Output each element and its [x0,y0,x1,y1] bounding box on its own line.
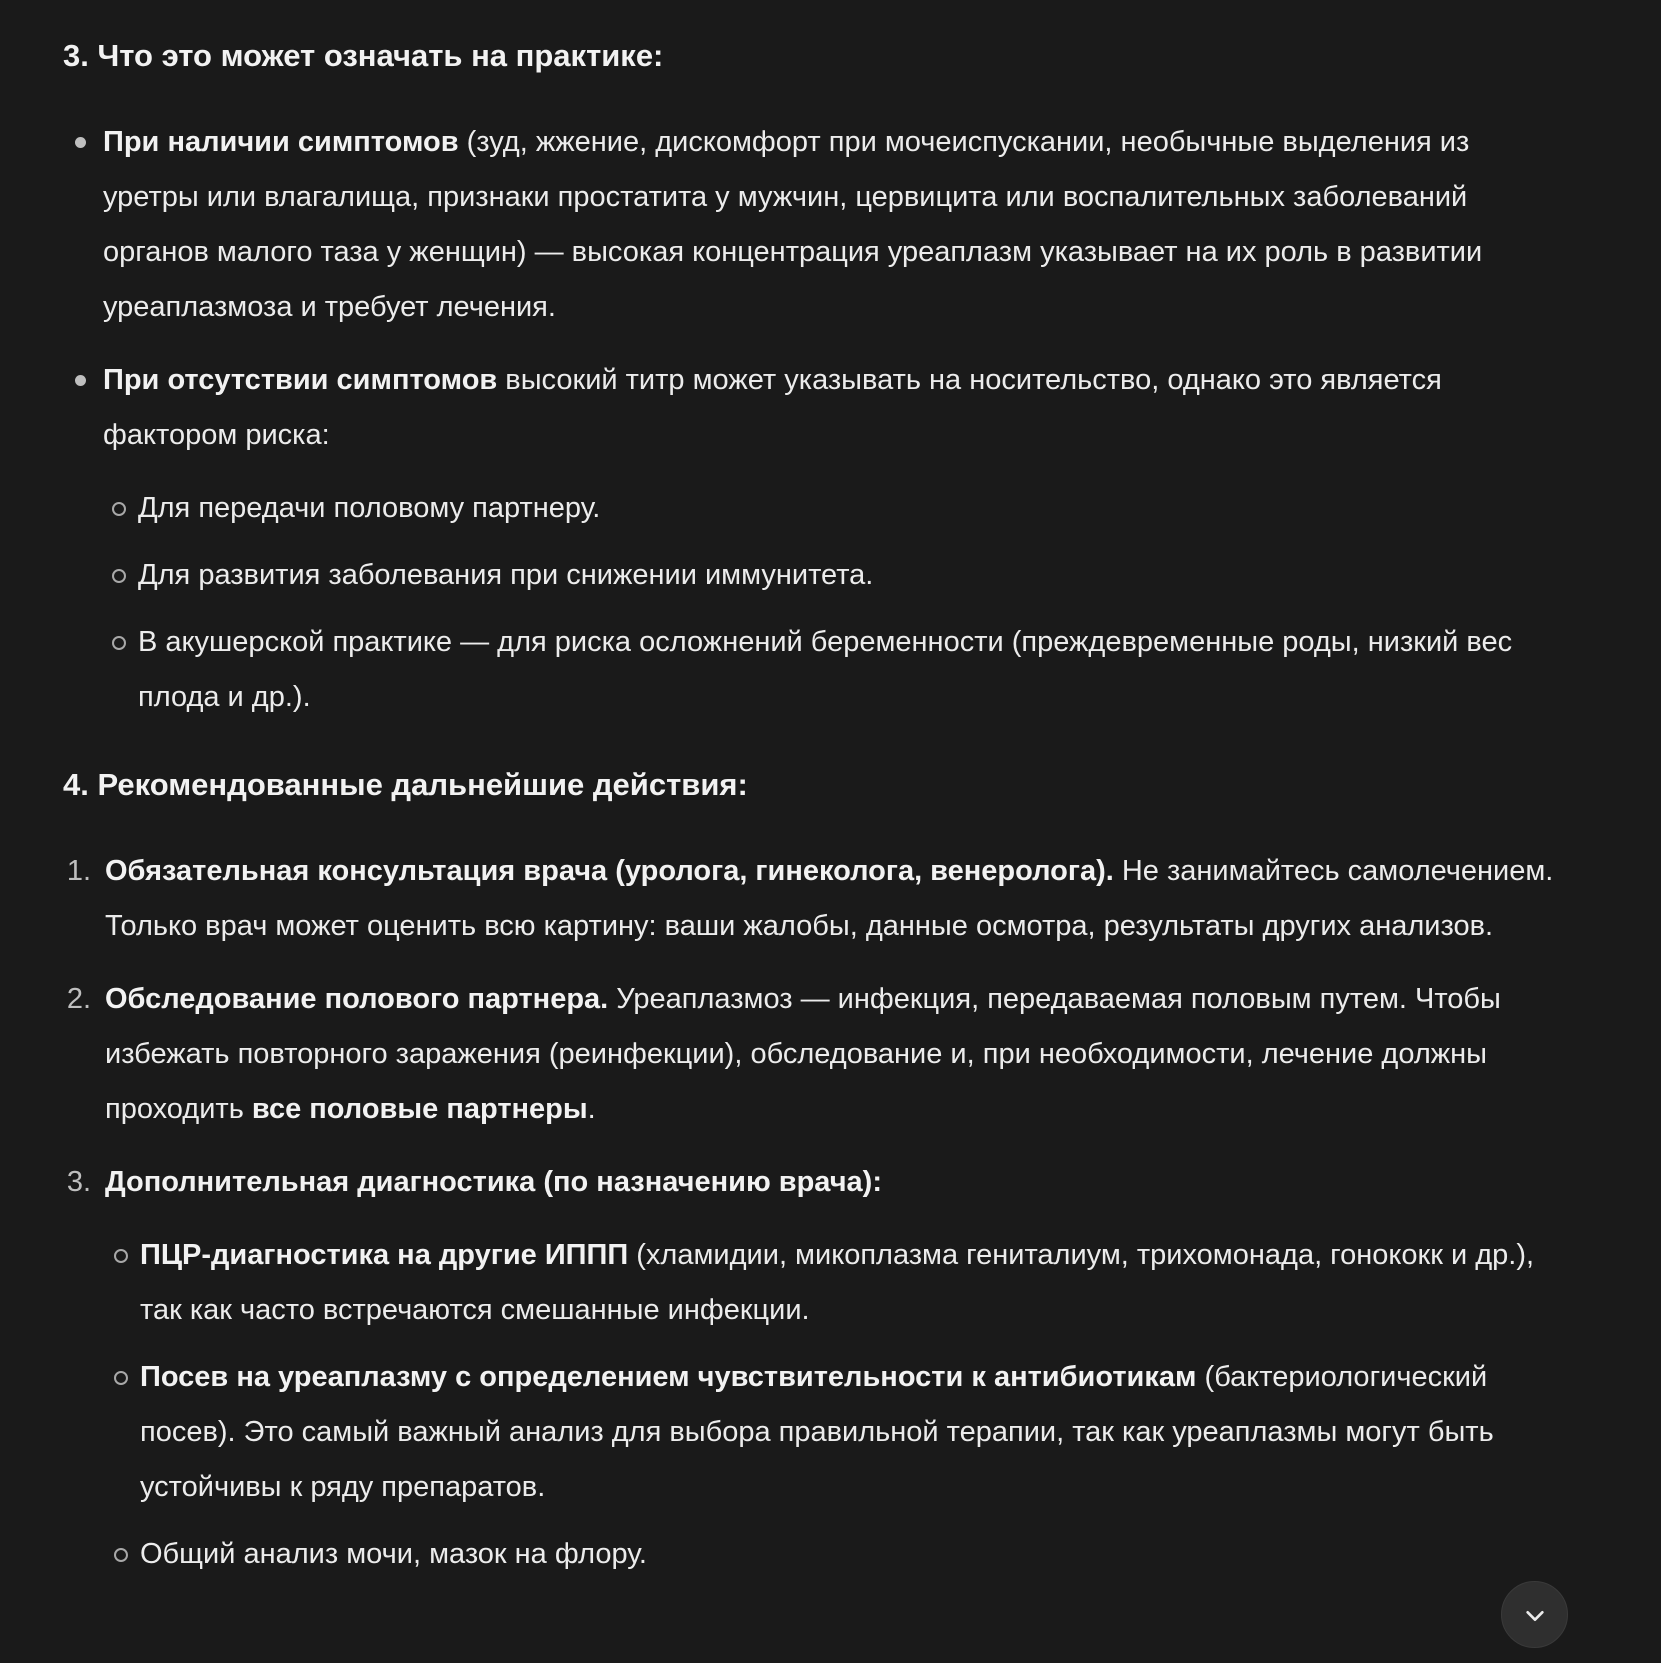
list-item-text [138,559,873,591]
action-list-slot [63,844,1573,1582]
sub-bullet-item [103,548,1573,603]
circle-bullet-marker [114,1371,128,1385]
chevron-down-icon [1519,1599,1551,1631]
bullet-item [63,353,1573,725]
text-segment: Обязательная консультация врача (уролога, гинеколога, венеролога). [105,855,1114,887]
text-segment: В акушерской практике — для риска осложнений беременности (преждевременные роды, низкий вес плода и др.). [138,626,1513,713]
text-segment: Не занимайтесь самолечением. Только врач может оценить всю картину: ваши жалобы, данные осмотра, результаты других анализов. [105,855,1554,942]
text-segment: ПЦР-диагностика на другие ИППП [140,1239,629,1271]
bullet-list [63,115,1573,725]
list-item-text [138,492,600,524]
sub-bullet-list [103,481,1573,725]
text-segment: Посев на уреаплазму с определением чувствительности к антибиотикам [140,1361,1197,1393]
text-segment: Уреаплазмоз — инфекция, передаваемая половым путем. Чтобы избежать повторного заражения (реинфекции), обследование и, при необходимости, лечение должны проходить [105,983,1501,1125]
numbered-item [63,844,1573,954]
text-segment: Для передачи половому партнеру. [138,492,601,524]
list-item-text [105,983,1501,1125]
text-segment: Дополнительная диагностика (по назначению врача): [105,1166,882,1198]
assistant-message-content [63,28,1573,1582]
bullet-item [63,115,1573,335]
section-3-heading: 3. Что это может означать на практике: [63,38,664,73]
disc-bullet-marker [75,137,86,148]
circle-bullet-marker [112,502,126,516]
numbered-list [63,844,1573,1582]
numbered-item [63,972,1573,1137]
sub-bullet-item [105,1527,1573,1582]
sub-bullet-item [105,1228,1573,1338]
text-segment: При отсутствии симптомов [103,364,498,396]
sub-bullet-list [105,1228,1573,1582]
scroll-to-bottom-button[interactable] [1501,1581,1568,1648]
section-4-heading: 4. Рекомендованные дальнейшие действия: [63,767,748,802]
symptom-list-slot [63,115,1573,725]
list-item-text [140,1361,1494,1503]
text-segment: все половые партнеры [251,1093,588,1125]
list-item-text [105,855,1553,942]
circle-bullet-marker [114,1548,128,1562]
text-segment: При наличии симптомов [103,126,459,158]
circle-bullet-marker [112,569,126,583]
list-item-text [105,1166,882,1198]
numbered-item [63,1155,1573,1582]
disc-bullet-marker [75,375,86,386]
text-segment: Для развития заболевания при снижении иммунитета. [138,559,874,591]
text-segment: Общий анализ мочи, мазок на флору. [140,1538,647,1570]
circle-bullet-marker [112,636,126,650]
sub-bullet-item [103,481,1573,536]
sub-bullet-item [105,1350,1573,1515]
circle-bullet-marker [114,1249,128,1263]
item-number-marker: 2. [66,983,91,1015]
list-item-text [103,364,1442,451]
item-number-marker: 3. [66,1166,91,1198]
sub-bullet-item [103,615,1573,725]
list-item-text [103,126,1482,323]
text-segment: (бактериологический посев). Это самый важный анализ для выбора правильной терапии, так как уреаплазмы могут быть устойчивы к ряду препаратов. [140,1361,1494,1503]
text-segment: (хламидии, микоплазма гениталиум, трихомонада, гонококк и др.), так как часто встречаются смешанные инфекции. [140,1239,1535,1326]
text-segment: высокий титр может указывать на носительство, однако это является фактором риска: [103,364,1442,451]
list-item-text [138,626,1512,713]
item-number-marker: 1. [66,855,91,887]
text-segment: (зуд, жжение, дискомфорт при мочеиспускании, необычные выделения из уретры или влагалища, признаки простатита у мужчин, цервицита или воспалительных заболеваний органов малого таза у женщин) — высокая концентрация уреаплазм указывает на их роль в развитии уреаплазмоза и требует лечения. [103,126,1483,323]
text-segment: . [587,1093,596,1125]
text-segment: Обследование полового партнера. [105,983,609,1015]
list-item-text [140,1538,647,1570]
list-item-text [140,1239,1534,1326]
